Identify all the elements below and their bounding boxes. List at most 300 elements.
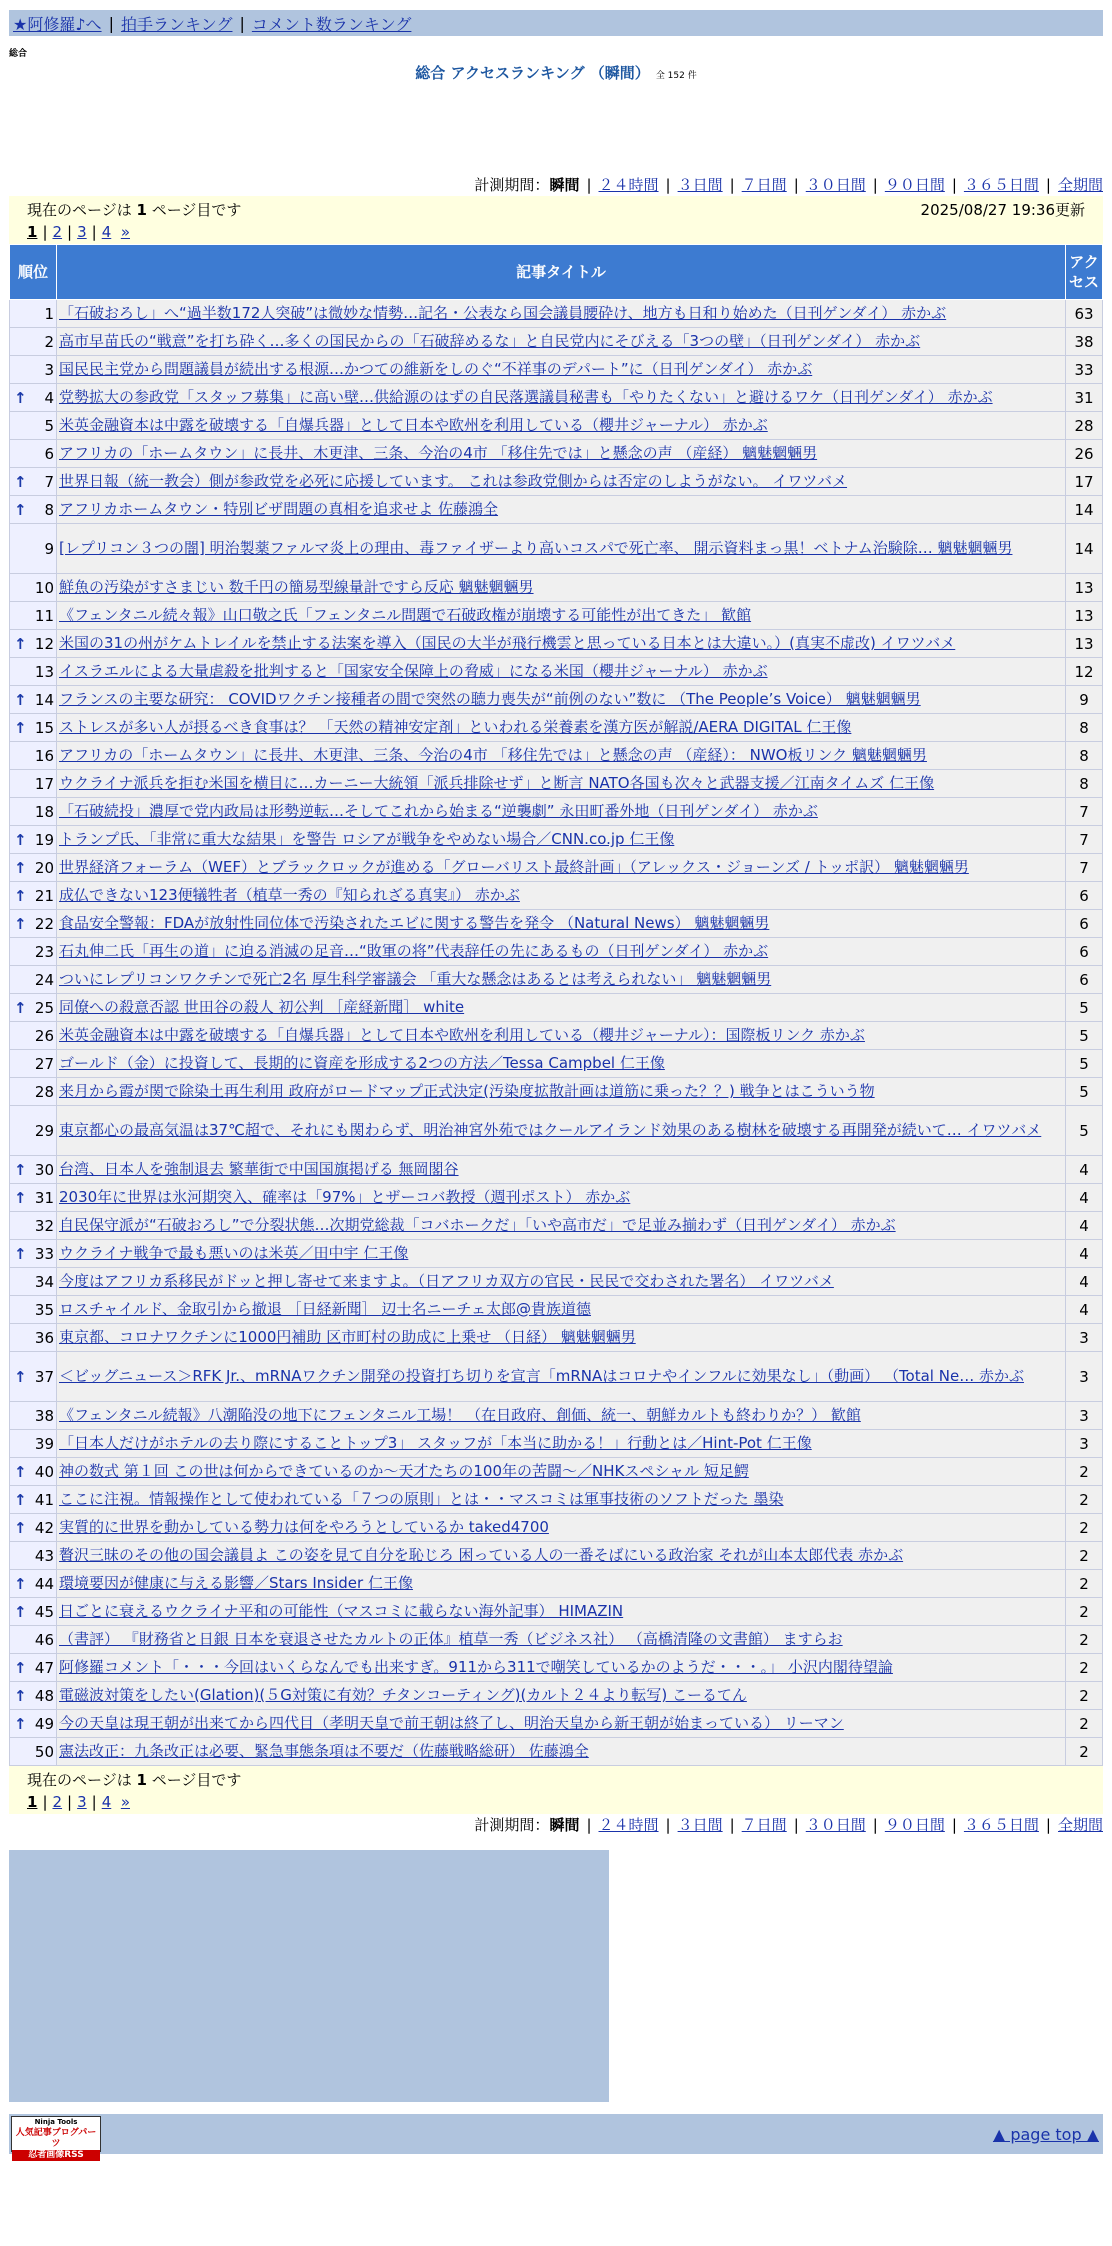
table-row <box>10 1654 1103 1682</box>
article-title-link[interactable]: 神の数式 第１回 この世は何からできているのか～天才たちの100年の苦闘～／NHKスペシャル 短足鰐 <box>59 1462 749 1480</box>
access-count: 3 <box>1066 1352 1103 1402</box>
access-count: 9 <box>1066 686 1103 714</box>
table-row <box>10 356 1103 384</box>
applause-ranking-link[interactable]: 拍手ランキング <box>120 14 233 34</box>
rank-number: 40 <box>34 1462 54 1481</box>
rank-up-arrow-icon: ↑ <box>14 718 27 737</box>
access-count: 6 <box>1066 910 1103 938</box>
rank-up-arrow-icon: ↑ <box>14 1462 27 1481</box>
article-title-link[interactable]: 石丸伸二氏「再生の道」に迫る消滅の足音…“敗軍の将”代表辞任の先にあるもの（日刊ゲンダイ） 赤かぶ <box>59 942 769 960</box>
title-cell <box>57 770 1066 798</box>
pagination-separator: | <box>91 1793 97 1811</box>
ad-area <box>9 1850 609 2102</box>
rank-cell <box>10 1106 57 1156</box>
pagination-page-link[interactable]: 2 <box>52 1793 63 1811</box>
pagination-next-link[interactable]: » <box>120 223 130 241</box>
table-row <box>10 1598 1103 1626</box>
rank-cell <box>10 384 57 412</box>
article-title-link[interactable]: 台湾、日本人を強制退去 繁華街で中国国旗掲げる 無岡閣谷 <box>59 1160 459 1178</box>
access-count: 2 <box>1066 1682 1103 1710</box>
pagination-separator: | <box>42 1793 48 1811</box>
period-option[interactable]: ２４時間 <box>598 1816 659 1834</box>
article-title-link[interactable]: 自民保守派が“石破おろし”で分裂状態…次期党総裁「コバホークだ」「いや高市だ」で足並み揃わず（日刊ゲンダイ） 赤かぶ <box>59 1216 896 1234</box>
period-option[interactable]: ３０日間 <box>805 1816 866 1834</box>
rank-cell <box>10 468 57 496</box>
period-separator: | <box>951 1816 957 1834</box>
period-option[interactable]: ９０日間 <box>884 176 945 194</box>
access-count: 3 <box>1066 1430 1103 1458</box>
article-title-link[interactable]: ウクライナ派兵を拒む米国を横目に…カーニー大統領「派兵排除せず」と断言 NATO各国も次々と武器支援／江南タイムズ 仁王像 <box>59 774 935 792</box>
title-cell <box>57 938 1066 966</box>
period-option[interactable]: ９０日間 <box>884 1816 945 1834</box>
bottom-spacer <box>9 2154 1103 2162</box>
rank-cell <box>10 1542 57 1570</box>
period-option[interactable]: ３６５日間 <box>963 176 1039 194</box>
article-title-link[interactable]: 東京都心の最高気温は37℃超で、それにも関わらず、明治神宮外苑ではクールアイランド効果のある樹林を破壊する再開発が続いて… イワツバメ <box>59 1121 1042 1139</box>
rank-number: 42 <box>34 1518 54 1537</box>
rank-number: 27 <box>34 1054 54 1073</box>
article-title-link[interactable]: 「日本人だけがホテルの去り際にすることトップ3」 スタッフが「本当に助かる！」行動とは／Hint-Pot 仁王像 <box>59 1434 812 1452</box>
rank-up-arrow-icon: ↑ <box>14 388 27 407</box>
period-current: 瞬間 <box>549 1816 580 1834</box>
access-count: 4 <box>1066 1156 1103 1184</box>
access-count: 38 <box>1066 328 1103 356</box>
access-count: 6 <box>1066 966 1103 994</box>
title-cell <box>57 1682 1066 1710</box>
table-row <box>10 966 1103 994</box>
article-title-link[interactable]: ロスチャイルド、金取引から撤退 ［日経新聞］ 辺士名ニーチェ太郎@貴族道德 <box>59 1300 591 1318</box>
article-title-link[interactable]: 「石破続投」濃厚で党内政局は形勢逆転…そしてこれから始まる“逆襲劇” 永田町番外地（日刊ゲンダイ） 赤かぶ <box>59 802 818 820</box>
rank-number: 39 <box>34 1434 54 1453</box>
period-option[interactable]: ３６５日間 <box>963 1816 1039 1834</box>
table-row <box>10 328 1103 356</box>
rank-number: 10 <box>34 578 54 597</box>
table-row <box>10 1542 1103 1570</box>
rank-number: 8 <box>44 500 54 519</box>
access-count: 7 <box>1066 826 1103 854</box>
rank-cell <box>10 1514 57 1542</box>
title-cell <box>57 1430 1066 1458</box>
article-title-link[interactable]: 成仏できない123便犠牲者（植草一秀の『知られざる真実』） 赤かぶ <box>59 886 520 904</box>
rank-number: 17 <box>34 774 54 793</box>
rank-number: 46 <box>34 1630 54 1649</box>
title-cell <box>57 1106 1066 1156</box>
article-title-link[interactable]: アフリカの「ホームタウン」に長井、木更津、三条、今治の4市 「移住先では」と懸念の声 （産経）： NWO板リンク 魑魅魍魎男 <box>59 746 927 764</box>
access-count: 3 <box>1066 1324 1103 1352</box>
rank-cell <box>10 1710 57 1738</box>
access-count: 8 <box>1066 714 1103 742</box>
article-title-link[interactable]: 実質的に世界を動かしている勢力は何をやろうとしているか taked4700 <box>59 1518 549 1536</box>
article-title-link[interactable]: ゴールド（金）に投資して、長期的に資産を形成する2つの方法／Tessa Campbel 仁王像 <box>59 1054 665 1072</box>
table-row <box>10 826 1103 854</box>
logo-line3: 忍者画像RSS <box>12 2150 100 2161</box>
rank-number: 34 <box>34 1272 54 1291</box>
table-row <box>10 798 1103 826</box>
article-title-link[interactable]: ＜ビッグニュース＞RFK Jr.、mRNAワクチン開発の投資打ち切りを宣言「mRNAはコロナやインフルに効果なし」（動画） （Total Ne… 赤かぶ <box>59 1367 1024 1385</box>
pagination-next-link[interactable]: » <box>120 1793 130 1811</box>
article-title-link[interactable]: 《フェンタニル続報》八潮陥没の地下にフェンタニル工場！ （在日政府、創価、統一、朝鮮カルトも終わりか？） 歓館 <box>59 1406 861 1424</box>
access-count: 2 <box>1066 1486 1103 1514</box>
period-separator: | <box>872 176 878 194</box>
logo-line2: 人気記事ブログパーツ <box>15 2128 97 2149</box>
article-title-link[interactable]: 憲法改正：九条改正は必要、緊急事態条項は不要だ（佐藤戦略総研） 佐藤鴻全 <box>59 1742 589 1760</box>
rank-cell <box>10 966 57 994</box>
table-row <box>10 1324 1103 1352</box>
table-row <box>10 1050 1103 1078</box>
access-count: 17 <box>1066 468 1103 496</box>
title-cell <box>57 1212 1066 1240</box>
rank-up-arrow-icon: ↑ <box>14 998 27 1017</box>
rank-number: 20 <box>34 858 54 877</box>
table-row <box>10 854 1103 882</box>
rank-up-arrow-icon: ↑ <box>14 1188 27 1207</box>
pagination-page-link[interactable]: 4 <box>101 1793 112 1811</box>
pagination <box>27 221 1085 243</box>
article-title-link[interactable]: ストレスが多い人が摂るべき食事は？ 「天然の精神安定剤」といわれる栄養素を漢方医が解説/AERA DIGITAL 仁王像 <box>59 718 852 736</box>
rank-cell <box>10 742 57 770</box>
rank-cell <box>10 1430 57 1458</box>
table-row <box>10 994 1103 1022</box>
rank-cell <box>10 1626 57 1654</box>
table-row <box>10 1626 1103 1654</box>
period-separator: | <box>951 176 957 194</box>
title-cell <box>57 1710 1066 1738</box>
rank-number: 22 <box>34 914 54 933</box>
access-count: 4 <box>1066 1184 1103 1212</box>
access-count: 4 <box>1066 1268 1103 1296</box>
rank-number: 43 <box>34 1546 54 1565</box>
pagination-page-link[interactable]: 3 <box>77 223 87 241</box>
title-cell <box>57 356 1066 384</box>
title-cell <box>57 1184 1066 1212</box>
page-status-row <box>27 1769 1085 1791</box>
table-row <box>10 1212 1103 1240</box>
access-count: 31 <box>1066 384 1103 412</box>
period-separator: | <box>665 1816 671 1834</box>
title-cell <box>57 1022 1066 1050</box>
article-title-link[interactable]: ウクライナ戦争で最も悪いのは米英／田中宇 仁王像 <box>59 1244 409 1262</box>
rank-cell <box>10 524 57 574</box>
rank-number: 33 <box>34 1244 54 1263</box>
rank-up-arrow-icon: ↑ <box>14 830 27 849</box>
spacer <box>9 84 1103 174</box>
title-cell <box>57 574 1066 602</box>
article-title-link[interactable]: 党勢拡大の参政党「スタッフ募集」に高い壁…供給源のはずの自民落選議員秘書も「やりたくない」と避けるワケ（日刊ゲンダイ） 赤かぶ <box>59 388 993 406</box>
rank-cell <box>10 1598 57 1626</box>
period-current: 瞬間 <box>549 176 580 194</box>
table-row <box>10 468 1103 496</box>
title-cell <box>57 1078 1066 1106</box>
page-status-suffix: ページ目です <box>151 1771 242 1789</box>
rank-number: 4 <box>44 388 54 407</box>
article-title-link[interactable]: [レプリコン３つの闇] 明治製薬ファルマ炎上の理由、毒ファイザーより高いコスパで死亡率、 開示資料まっ黒！ベトナム治験除… 魑魅魍魎男 <box>59 539 1013 557</box>
article-title-link[interactable]: 米英金融資本は中露を破壊する「自爆兵器」として日本や欧州を利用している（櫻井ジャーナル）：国際板リンク 赤かぶ <box>59 1026 865 1044</box>
title-cell <box>57 686 1066 714</box>
footer <box>9 2114 1103 2160</box>
ninja-tools-logo[interactable] <box>11 2116 101 2160</box>
rank-cell <box>10 714 57 742</box>
title-cell <box>57 412 1066 440</box>
article-title-link[interactable]: 世界日報（統一教会）側が参政党を必死に応援しています。 これは参政党側からは否定のしようがない。 イワツバメ <box>59 472 848 490</box>
table-row <box>10 1184 1103 1212</box>
rank-up-arrow-icon: ↑ <box>14 1160 27 1179</box>
article-title-link[interactable]: 贅沢三昧のその他の国会議員よ この姿を見て自分を恥じろ 困っている人の一番そばにいる政治家 それが山本太郎代表 赤かぶ <box>59 1546 904 1564</box>
rank-number: 24 <box>34 970 54 989</box>
pagination-current <box>27 1793 37 1811</box>
rank-cell <box>10 798 57 826</box>
title-cell <box>57 1570 1066 1598</box>
table-row <box>10 412 1103 440</box>
title-cell <box>57 1240 1066 1268</box>
title-cell <box>57 826 1066 854</box>
rank-number: 23 <box>34 942 54 961</box>
rank-number: 26 <box>34 1026 54 1045</box>
access-count: 26 <box>1066 440 1103 468</box>
rank-cell <box>10 1050 57 1078</box>
rank-cell <box>10 1458 57 1486</box>
title-cell <box>57 1738 1066 1766</box>
period-separator: | <box>665 176 671 194</box>
pagination-separator: | <box>67 223 73 241</box>
article-title-link[interactable]: 阿修羅コメント「・・・今回はいくらなんでも出来すぎ。911から311で嘲笑しているかのようだ・・・。」 小沢内閣待望論 <box>59 1658 893 1676</box>
rank-cell <box>10 574 57 602</box>
article-title-link[interactable]: ここに注視。情報操作として使われている「７つの原則」とは・・マスコミは軍事技術のソフトだった 墨染 <box>59 1490 784 1508</box>
pagination-separator: | <box>42 223 48 241</box>
rank-cell <box>10 826 57 854</box>
rank-up-arrow-icon: ↑ <box>14 1602 27 1621</box>
rank-cell <box>10 882 57 910</box>
rank-number: 48 <box>34 1686 54 1705</box>
table-row <box>10 1486 1103 1514</box>
article-title-link[interactable]: トランプ氏、「非常に重大な結果」を警告 ロシアが戦争をやめない場合／CNN.co.jp 仁王像 <box>59 830 675 848</box>
article-title-link[interactable]: 鮮魚の汚染がすさまじい 数千円の簡易型線量計ですら反応 魑魅魍魎男 <box>59 578 534 596</box>
title-cell <box>57 1654 1066 1682</box>
rank-number: 44 <box>34 1574 54 1593</box>
title-cell <box>57 300 1066 328</box>
page-top-link[interactable]: ▲ page top ▲ <box>992 2124 1099 2144</box>
title-cell <box>57 1514 1066 1542</box>
article-title-link[interactable]: アフリカホームタウン・特別ビザ問題の真相を追求せよ 佐藤鴻全 <box>59 500 499 518</box>
access-count: 5 <box>1066 1106 1103 1156</box>
rank-number: 31 <box>34 1188 54 1207</box>
period-option[interactable]: ７日間 <box>741 176 787 194</box>
page-status-number: 1 <box>136 201 147 219</box>
table-row <box>10 1156 1103 1184</box>
title-cell <box>57 1296 1066 1324</box>
table-row <box>10 770 1103 798</box>
access-count: 14 <box>1066 524 1103 574</box>
rank-number: 3 <box>44 360 54 379</box>
table-header-row <box>10 245 1103 300</box>
access-count: 2 <box>1066 1626 1103 1654</box>
article-title-link[interactable]: ついにレプリコンワクチンで死亡2名 厚生科学審議会 「重大な懸念はあるとは考えられない」 魑魅魍魎男 <box>59 970 772 988</box>
article-title-link[interactable]: イスラエルによる大量虐殺を批判すると「国家安全保障上の脅威」になる米国（櫻井ジャーナル） 赤かぶ <box>59 662 768 680</box>
article-title-link[interactable]: 米国の31の州がケムトレイルを禁止する法案を導入（国民の大半が飛行機雲と思っている日本とは大違い。）(真実不虚改) イワツバメ <box>59 634 956 652</box>
table-row <box>10 496 1103 524</box>
table-row <box>10 574 1103 602</box>
rank-cell <box>10 1184 57 1212</box>
rank-number: 25 <box>34 998 54 1017</box>
article-title-link[interactable]: 今の天皇は現王朝が出来てから四代目（孝明天皇で前王朝は終了し、明治天皇から新王朝が始まっている） リーマン <box>59 1714 844 1732</box>
rank-number: 9 <box>44 539 54 558</box>
table-row <box>10 910 1103 938</box>
period-option[interactable]: ２４時間 <box>598 176 659 194</box>
rank-cell <box>10 496 57 524</box>
rank-cell <box>10 1078 57 1106</box>
article-title-link[interactable]: 同僚への殺意否認 世田谷の殺人 初公判 ［産経新聞］ white <box>59 998 465 1016</box>
article-title-link[interactable]: 「石破おろし」へ“過半数172人突破”は微妙な情勢…記名・公表なら国会議員腰砕け、地方も日和り始めた（日刊ゲンダイ） 赤かぶ <box>59 304 947 322</box>
nav-separator: | <box>239 13 245 33</box>
access-count: 3 <box>1066 1402 1103 1430</box>
article-title-link[interactable]: 《フェンタニル続々報》山口敬之氏「フェンタニル問題で石破政権が崩壊する可能性が出てきた」 歓館 <box>59 606 752 624</box>
pagination-page-link[interactable]: 2 <box>52 223 63 241</box>
access-count: 13 <box>1066 574 1103 602</box>
rank-up-arrow-icon: ↑ <box>14 858 27 877</box>
article-title-link[interactable]: 日ごとに衰えるウクライナ平和の可能性（マスコミに載らない海外記事） HIMAZIN <box>59 1602 624 1620</box>
rank-cell <box>10 1352 57 1402</box>
article-title-link[interactable]: （書評） 『財務省と日銀 日本を衰退させたカルトの正体』植草一秀（ビジネス社） （高橋清隆の文書館） ますらお <box>59 1630 843 1648</box>
title-cell <box>57 1324 1066 1352</box>
table-row <box>10 938 1103 966</box>
article-title-link[interactable]: 来月から霞が関で除染土再生利用 政府がロードマップ正式決定(汚染度拡散計画は道筋に乗った？？) 戦争とはこういう物 <box>59 1082 875 1100</box>
page-status <box>27 1769 241 1791</box>
table-row <box>10 630 1103 658</box>
access-count: 6 <box>1066 938 1103 966</box>
rank-up-arrow-icon: ↑ <box>14 1686 27 1705</box>
pagination-page-link[interactable]: 4 <box>101 223 112 241</box>
title-cell <box>57 742 1066 770</box>
pagination-separator: | <box>91 223 97 241</box>
rank-cell <box>10 1156 57 1184</box>
rank-cell <box>10 1022 57 1050</box>
access-count: 2 <box>1066 1458 1103 1486</box>
article-title-link[interactable]: アフリカの「ホームタウン」に長井、木更津、三条、今治の4市 「移住先では」と懸念の声 （産経） 魑魅魍魎男 <box>59 444 818 462</box>
table-row <box>10 1570 1103 1598</box>
period-option[interactable]: ３０日間 <box>805 176 866 194</box>
table-row <box>10 1106 1103 1156</box>
period-option[interactable]: 全期間 <box>1057 176 1103 194</box>
period-option[interactable]: 全期間 <box>1057 1816 1103 1834</box>
table-row <box>10 1268 1103 1296</box>
rank-cell <box>10 770 57 798</box>
access-count: 8 <box>1066 770 1103 798</box>
table-row <box>10 300 1103 328</box>
title-cell <box>57 440 1066 468</box>
table-row <box>10 440 1103 468</box>
pagination-current <box>27 223 37 241</box>
table-row <box>10 1078 1103 1106</box>
table-row <box>10 882 1103 910</box>
rank-cell <box>10 1402 57 1430</box>
article-title-link[interactable]: 米英金融資本は中露を破壊する「自爆兵器」として日本や欧州を利用している（櫻井ジャーナル） 赤かぶ <box>59 416 768 434</box>
title-cell <box>57 1486 1066 1514</box>
period-separator: | <box>1045 176 1051 194</box>
access-count: 5 <box>1066 1078 1103 1106</box>
access-count: 33 <box>1066 356 1103 384</box>
article-title-link[interactable]: 高市早苗氏の“戦意”を打ち砕く…多くの国民からの「石破辞めるな」と自民党内にそびえる「3つの壁」（日刊ゲンダイ） 赤かぶ <box>59 332 921 350</box>
period-separator: | <box>586 176 592 194</box>
access-count: 4 <box>1066 1240 1103 1268</box>
page-status-row <box>27 199 1085 221</box>
rank-number: 5 <box>44 416 54 435</box>
rank-cell <box>10 440 57 468</box>
access-count: 8 <box>1066 742 1103 770</box>
rank-cell <box>10 412 57 440</box>
page-info-box-bottom <box>9 1766 1103 1814</box>
access-count: 7 <box>1066 798 1103 826</box>
title-cell <box>57 714 1066 742</box>
nav-separator: | <box>108 13 114 33</box>
period-separator: | <box>729 1816 735 1834</box>
rank-cell <box>10 300 57 328</box>
rank-number: 13 <box>34 662 54 681</box>
rank-number: 7 <box>44 472 54 491</box>
table-row <box>10 524 1103 574</box>
home-link[interactable]: ★阿修羅♪へ <box>13 14 102 34</box>
period-separator: | <box>729 176 735 194</box>
top-nav <box>9 10 1103 36</box>
comment-ranking-link[interactable]: コメント数ランキング <box>251 14 412 34</box>
article-title-link[interactable]: 今度はアフリカ系移民がドッと押し寄せて来ますよ。（日アフリカ双方の官民・民民で交わされた署名） イワツバメ <box>59 1272 834 1290</box>
access-count: 12 <box>1066 658 1103 686</box>
table-row <box>10 384 1103 412</box>
table-row <box>10 1738 1103 1766</box>
rank-up-arrow-icon: ↑ <box>14 1658 27 1677</box>
rank-cell <box>10 854 57 882</box>
rank-cell <box>10 1570 57 1598</box>
access-count: 2 <box>1066 1570 1103 1598</box>
title-cell <box>57 630 1066 658</box>
period-selector-bottom <box>9 1814 1103 1836</box>
access-count: 5 <box>1066 994 1103 1022</box>
article-title-link[interactable]: 国民民主党から問題議員が続出する根源…かつての維新をしのぐ“不祥事のデパート”に（日刊ゲンダイ） 赤かぶ <box>59 360 813 378</box>
ranking-body <box>10 300 1103 1766</box>
pagination-page-link[interactable]: 3 <box>77 1793 87 1811</box>
title-cell <box>57 658 1066 686</box>
period-separator: | <box>586 1816 592 1834</box>
title-cell <box>57 966 1066 994</box>
rank-number: 28 <box>34 1082 54 1101</box>
title-cell <box>57 384 1066 412</box>
period-option[interactable]: ３日間 <box>677 1816 723 1834</box>
table-row <box>10 1296 1103 1324</box>
rank-up-arrow-icon: ↑ <box>14 1490 27 1509</box>
rank-cell <box>10 1486 57 1514</box>
title-cell <box>57 1598 1066 1626</box>
pagination-separator: | <box>67 1793 73 1811</box>
page-status-suffix: ページ目です <box>151 201 242 219</box>
article-title-link[interactable]: 電磁波対策をしたい(Glation)(５G対策に有効？チタンコーティング)(カルト２４より転写) こーるてん <box>59 1686 747 1704</box>
article-title-link[interactable]: 環境要因が健康に与える影響／Stars Insider 仁王像 <box>59 1574 413 1592</box>
period-separator: | <box>1045 1816 1051 1834</box>
article-title-link[interactable]: 食品安全警報：FDAが放射性同位体で汚染されたエビに関する警告を発令 （Natural News） 魑魅魍魎男 <box>59 914 770 932</box>
article-title-link[interactable]: 世界経済フォーラム（WEF）とブラックロックが進める「グローバリスト最終計画」（アレックス・ジョーンズ / トッポ訳） 魑魅魍魎男 <box>59 858 969 876</box>
period-option[interactable]: ３日間 <box>677 176 723 194</box>
period-option[interactable]: ７日間 <box>741 1816 787 1834</box>
rank-number: 41 <box>34 1490 54 1509</box>
article-title-link[interactable]: フランスの主要な研究： COVIDワクチン接種者の間で突然の聴力喪失が“前例のない”数に （The People’s Voice） 魑魅魍魎男 <box>59 690 921 708</box>
table-row <box>10 1402 1103 1430</box>
table-row <box>10 686 1103 714</box>
rank-up-arrow-icon: ↑ <box>14 886 27 905</box>
table-row <box>10 1710 1103 1738</box>
col-rank-header: 順位 <box>10 245 57 300</box>
rank-number: 30 <box>34 1160 54 1179</box>
table-row <box>10 1430 1103 1458</box>
article-title-link[interactable]: 東京都、コロナワクチンに1000円補助 区市町村の助成に上乗せ （日経） 魑魅魍魎男 <box>59 1328 636 1346</box>
rank-cell <box>10 1324 57 1352</box>
article-title-link[interactable]: 2030年に世界は氷河期突入、確率は「97%」とザーコバ教授（週刊ポスト） 赤かぶ <box>59 1188 631 1206</box>
